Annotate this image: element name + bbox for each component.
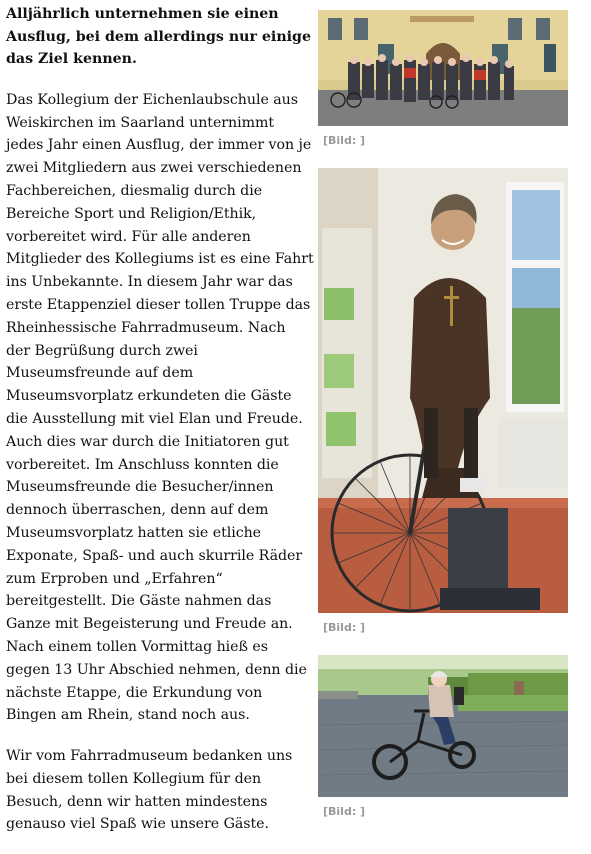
figure-caption: [Bild: ] — [323, 134, 366, 147]
figure-group-photo — [318, 10, 568, 147]
chopper-photo-image — [318, 655, 568, 797]
group-photo-image — [318, 10, 568, 126]
article-paragraph-2: Wir vom Fahrradmuseum bedanken uns bei diesem tollen Kollegium für den Besuch, denn wir hatten mindestens genauso viel Spaß wie unsere Gäste. — [6, 748, 293, 833]
article-headline: Alljährlich unternehmen sie einen Ausflug, bei dem allerdings nur einige das Ziel kennen. — [6, 6, 311, 68]
figure-chopper-photo — [318, 655, 568, 818]
figure-caption: [Bild: ] — [323, 621, 366, 634]
pennyfarthing-photo-image — [318, 168, 568, 613]
article-text — [6, 3, 314, 854]
figure-pennyfarthing-photo — [318, 168, 568, 634]
article-paragraph-1: Das Kollegium der Eichenlaubschule aus Weiskirchen im Saarland unternimmt jedes Jahr einen Ausflug, der immer von je zwei Mitgliedern aus zwei verschiedenen Fachbereichen, diesmalig durch die Bereiche Sport und Religion/Ethik, vorbereitet wird. Für alle anderen Mitglieder des Kollegiums ist es eine Fahrt ins Unbekannte. In diesem Jahr war das erste Etappenziel dieser tollen Truppe das Rheinhessische Fahrradmuseum. Nach der Begrüßung durch zwei Museumsfreunde auf dem Museumsvorplatz erkundeten die Gäste die Ausstellung mit viel Elan und Freude. Auch dies war durch die Initiatoren gut vorbereitet. Im Anschluss konnten die Museumsfreunde die Besucher/innen dennoch überraschen, denn auf dem Museumsvorplatz hatten sie etliche Exponate, Spaß- und auch skurrile Räder zum Erproben und „Erfahren“ bereitgestellt. Die Gäste nahmen das Ganze mit Begeisterung und Freude an. Nach einem tollen Vormittag hieß es gegen 13 Uhr Abschied nehmen, denn die nächste Etappe, die Erkundung von Bingen am Rhein, stand noch aus. — [6, 91, 314, 724]
figure-caption: [Bild: ] — [323, 805, 366, 818]
